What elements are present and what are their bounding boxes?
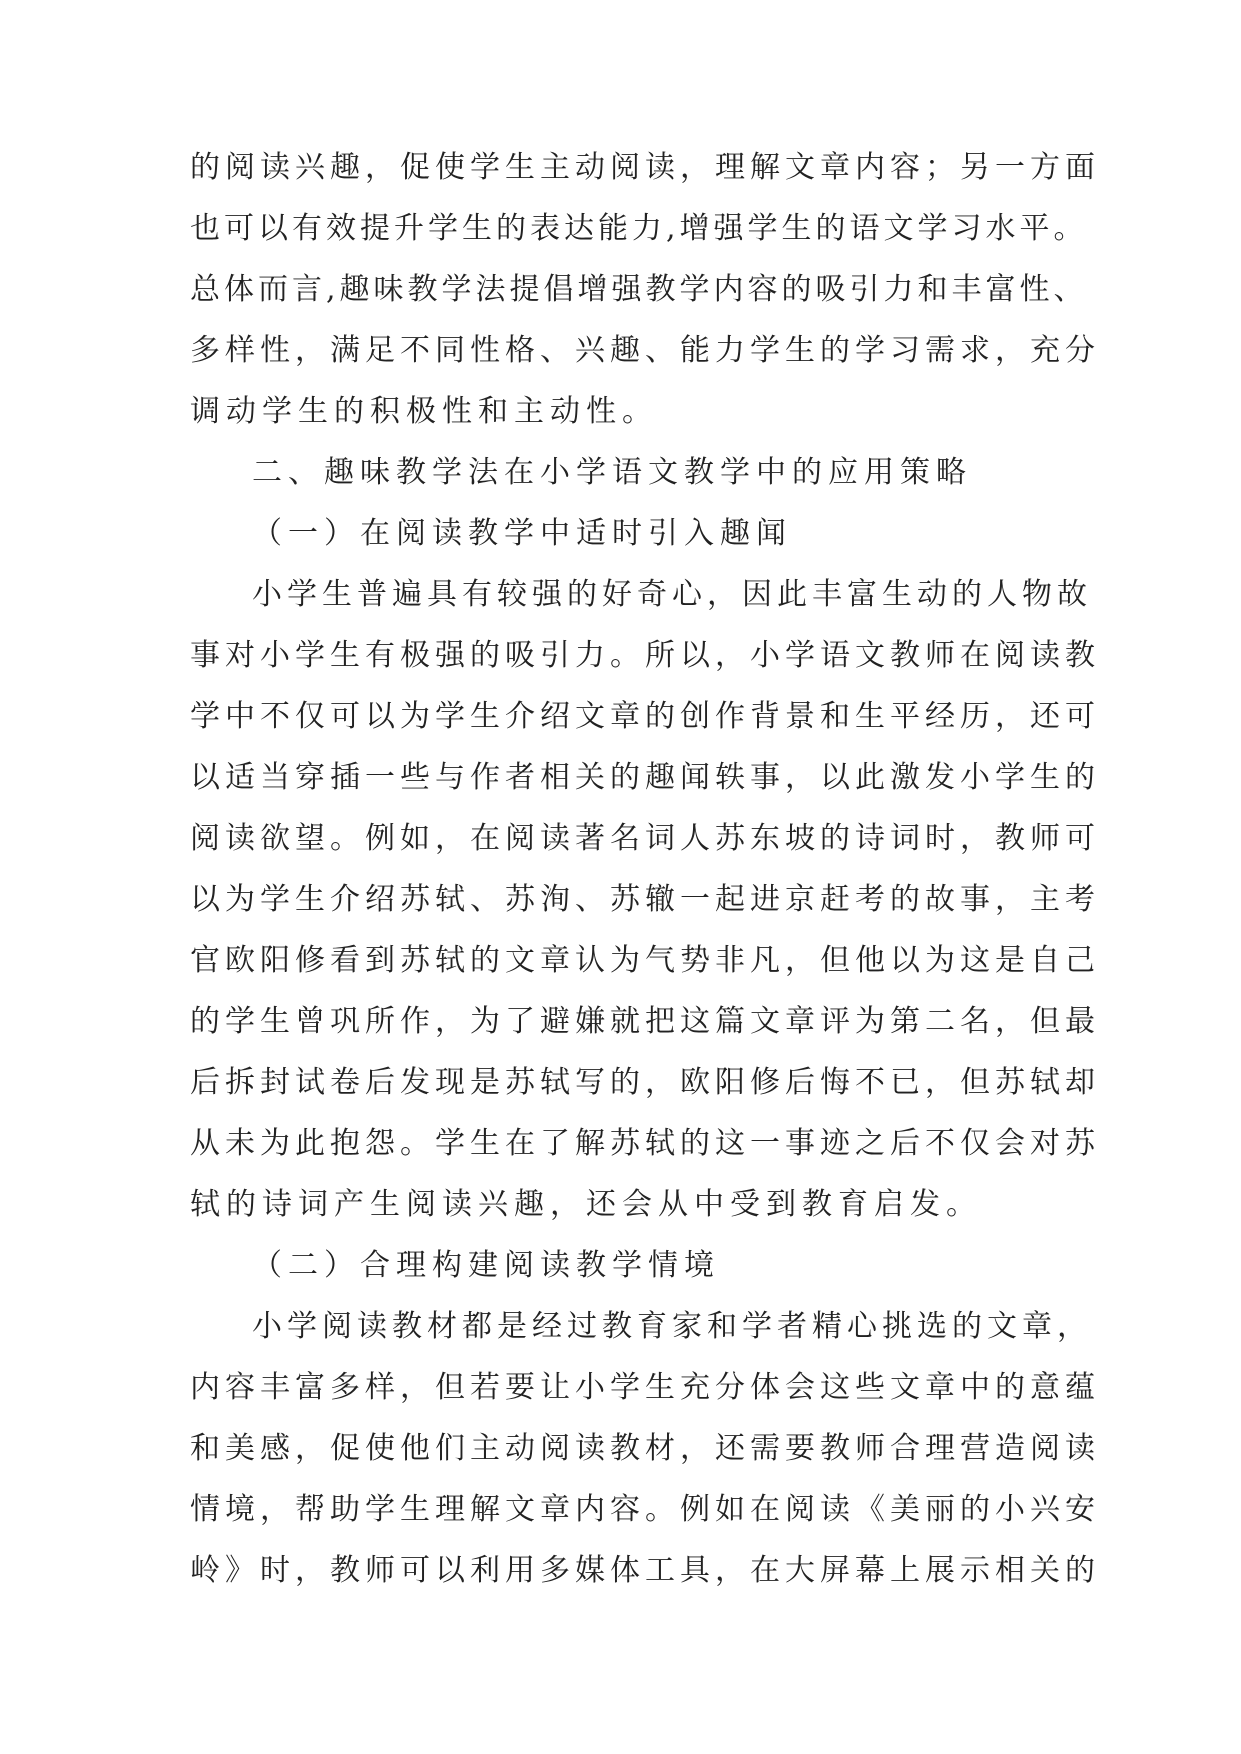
body-text-line: 以适当穿插一些与作者相关的趣闻轶事，以此激发小学生的 <box>190 760 1100 795</box>
body-text-line: 岭》时，教师可以利用多媒体工具，在大屏幕上展示相关的 <box>190 1553 1100 1588</box>
body-text-line: 事对小学生有极强的吸引力。所以，小学语文教师在阅读教 <box>190 638 1100 673</box>
body-text-line: 阅读欲望。例如，在阅读著名词人苏东坡的诗词时，教师可 <box>190 821 1100 856</box>
body-text-line: 轼的诗词产生阅读兴趣，还会从中受到教育启发。 <box>190 1187 982 1222</box>
body-text-line: 也可以有效提升学生的表达能力,增强学生的语文学习水平。 <box>190 211 1088 246</box>
subsection-heading: （二）合理构建阅读教学情境 <box>252 1248 720 1283</box>
body-text-line: 学中不仅可以为学生介绍文章的创作背景和生平经历，还可 <box>190 699 1100 734</box>
body-text-line: 调动学生的积极性和主动性。 <box>190 394 658 429</box>
body-text-line: 的阅读兴趣，促使学生主动阅读，理解文章内容；另一方面 <box>190 150 1100 185</box>
paragraph-first-line: 小学阅读教材都是经过教育家和学者精心挑选的文章， <box>252 1309 1092 1344</box>
paragraph-first-line: 小学生普遍具有较强的好奇心，因此丰富生动的人物故 <box>252 577 1092 612</box>
body-text-line: 从未为此抱怨。学生在了解苏轼的这一事迹之后不仅会对苏 <box>190 1126 1100 1161</box>
body-text-line: 以为学生介绍苏轼、苏洵、苏辙一起进京赶考的故事，主考 <box>190 882 1100 917</box>
body-text-line: 的学生曾巩所作，为了避嫌就把这篇文章评为第二名，但最 <box>190 1004 1100 1039</box>
body-text-line: 官欧阳修看到苏轼的文章认为气势非凡，但他以为这是自己 <box>190 943 1100 978</box>
body-text-line: 后拆封试卷后发现是苏轼写的，欧阳修后悔不已，但苏轼却 <box>190 1065 1100 1100</box>
body-text-line: 情境，帮助学生理解文章内容。例如在阅读《美丽的小兴安 <box>190 1492 1100 1527</box>
body-text-line: 多样性，满足不同性格、兴趣、能力学生的学习需求，充分 <box>190 333 1100 368</box>
section-heading: 二、趣味教学法在小学语文教学中的应用策略 <box>252 455 972 490</box>
body-text-line: 内容丰富多样，但若要让小学生充分体会这些文章中的意蕴 <box>190 1370 1100 1405</box>
subsection-heading: （一）在阅读教学中适时引入趣闻 <box>252 516 792 551</box>
body-text-line: 总体而言,趣味教学法提倡增强教学内容的吸引力和丰富性、 <box>190 272 1088 307</box>
body-text-line: 和美感，促使他们主动阅读教材，还需要教师合理营造阅读 <box>190 1431 1100 1466</box>
